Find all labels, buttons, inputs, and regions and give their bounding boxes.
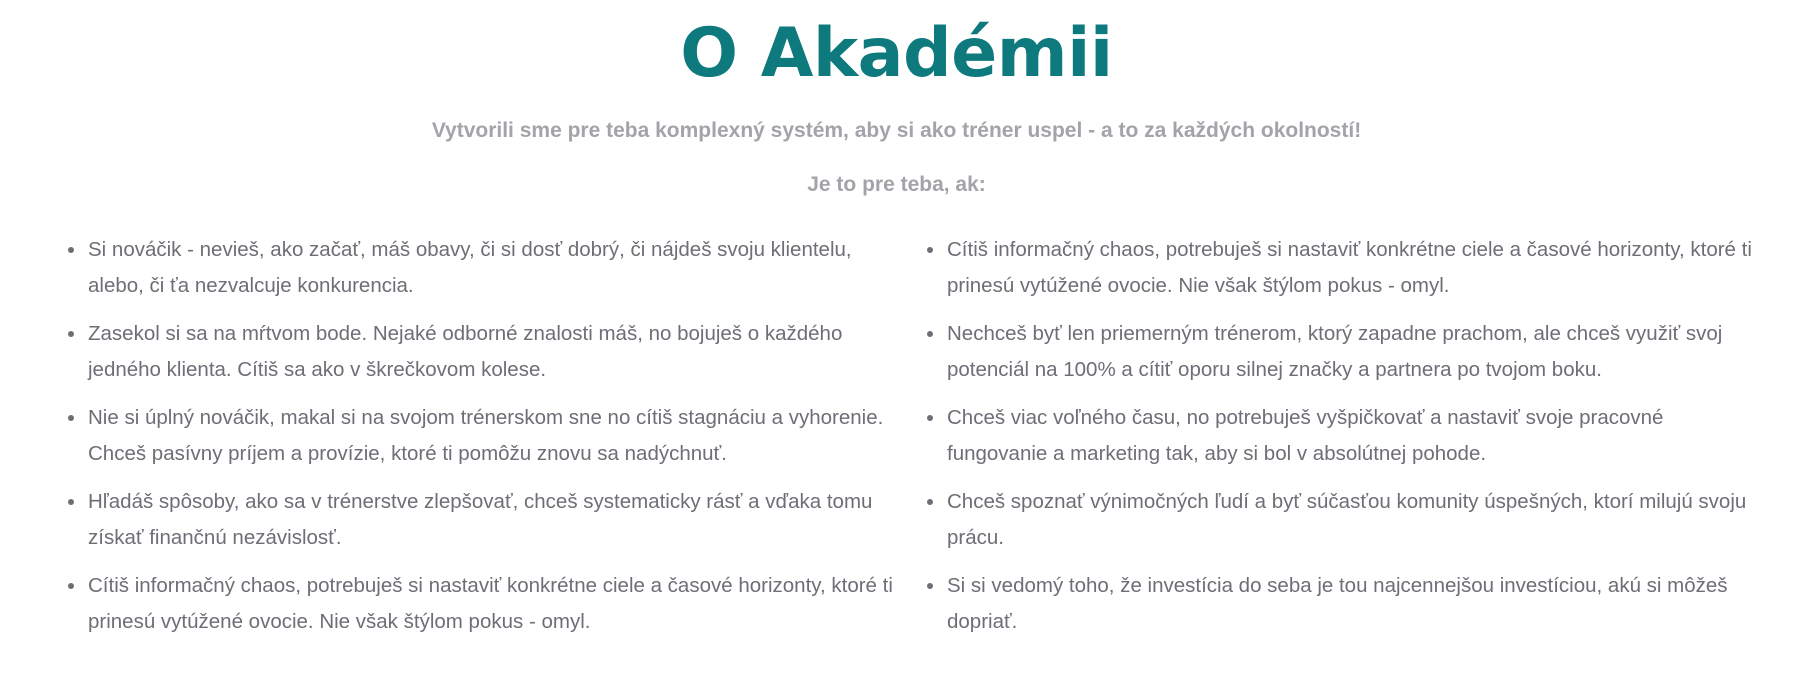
bullet-icon: [68, 415, 74, 421]
list-item-text: Cítiš informačný chaos, potrebuješ si nastaviť konkrétne ciele a časové horizonty, ktoré ti prinesú vytúžené ovocie. Nie však štýlom pokus - omyl.: [947, 238, 1752, 297]
list-item-text: Chceš viac voľného času, no potrebuješ vyšpičkovať a nastaviť svoje pracovné fungovanie a marketing tak, aby si bol v absolútnej pohode.: [947, 406, 1664, 465]
bullet-icon: [927, 331, 933, 337]
list-item-text: Cítiš informačný chaos, potrebuješ si nastaviť konkrétne ciele a časové horizonty, ktoré ti prinesú vytúžené ovocie. Nie však štýlom pokus - omyl.: [88, 574, 893, 633]
bullet-icon: [927, 583, 933, 589]
page-title: O Akadémii: [680, 14, 1113, 93]
list-item-text: Hľadáš spôsoby, ako sa v trénerstve zlepšovať, chceš systematicky rásť a vďaka tomu získať finančnú nezávislosť.: [88, 490, 873, 549]
bullet-icon: [68, 247, 74, 253]
list-item-text: Nie si úplný nováčik, makal si na svojom trénerskom sne no cítiš stagnáciu a vyhorenie. Chceš pasívny príjem a provízie, ktoré ti pomôžu znovu sa nadýchnuť.: [88, 406, 884, 465]
bullet-icon: [927, 247, 933, 253]
list-item: [66, 568, 896, 640]
list-item: [925, 316, 1755, 388]
bullet-icon: [927, 415, 933, 421]
bullet-icon: [68, 331, 74, 337]
list-item: [925, 232, 1755, 304]
right-benefits-list: [925, 232, 1755, 652]
list-item-text: Chceš spoznať výnimočných ľudí a byť súčasťou komunity úspešných, ktorí milujú svoju prácu.: [947, 490, 1747, 549]
list-item: [66, 316, 896, 388]
bullet-icon: [68, 583, 74, 589]
list-item-text: Si si vedomý toho, že investícia do seba je tou najcennejšou investíciou, akú si môžeš dopriať.: [947, 574, 1728, 633]
list-item-text: Zasekol si sa na mŕtvom bode. Nejaké odborné znalosti máš, no bojuješ o každého jedného klienta. Cítiš sa ako v škrečkovom kolese.: [88, 322, 843, 381]
list-item: [66, 400, 896, 472]
bullet-icon: [68, 499, 74, 505]
bullet-icon: [927, 499, 933, 505]
page-subtitle: Vytvorili sme pre teba komplexný systém, aby si ako tréner uspel - a to za každých okolností!: [431, 119, 1362, 142]
list-item-text: Si nováčik - nevieš, ako začať, máš obavy, či si dosť dobrý, či nájdeš svoju klientelu, alebo, či ťa nezvalcuje konkurencia.: [88, 238, 852, 297]
list-intro: Je to pre teba, ak:: [807, 173, 986, 196]
list-item: [66, 484, 896, 556]
list-item: [925, 484, 1755, 556]
list-item: [66, 232, 896, 304]
list-item: [925, 400, 1755, 472]
left-benefits-list: [66, 232, 896, 652]
list-item-text: Nechceš byť len priemerným trénerom, ktorý zapadne prachom, ale chceš využiť svoj potenciál na 100% a cítiť oporu silnej značky a partnera po tvojom boku.: [947, 322, 1723, 381]
list-item: [925, 568, 1755, 640]
